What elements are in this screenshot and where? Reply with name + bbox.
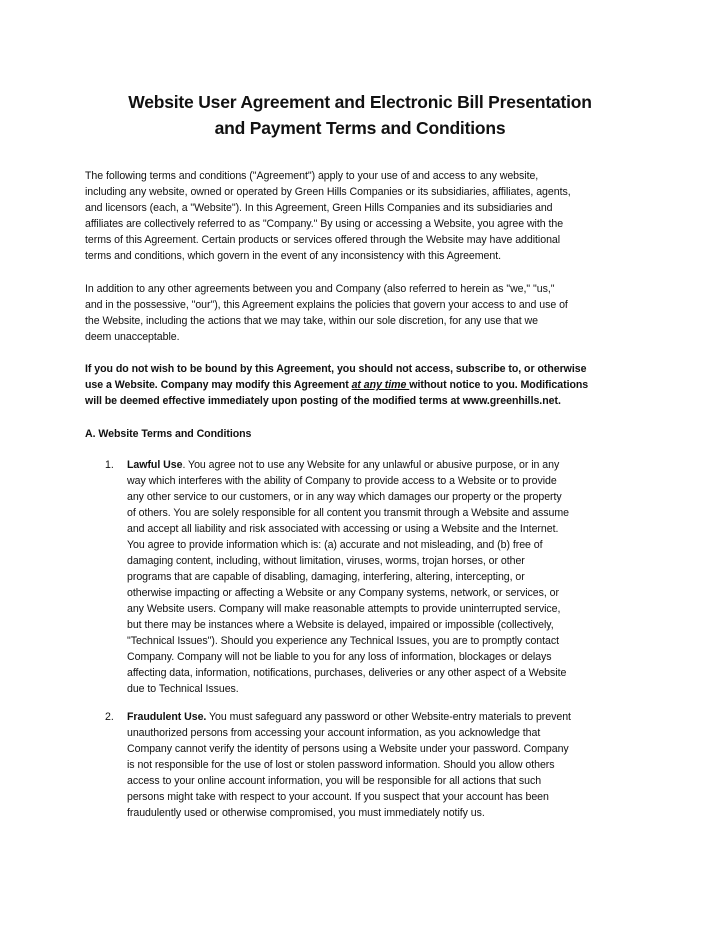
item-line: due to Technical Issues.: [127, 683, 239, 695]
item-line: access to your online account information, you will be responsible for all actions that such: [127, 775, 542, 787]
section-heading: [85, 426, 645, 442]
item-line: of others. You are solely responsible for all content you transmit through a Website and assume: [127, 507, 570, 519]
list-body: [127, 457, 647, 697]
item-heading: Fraudulent Use.: [127, 711, 207, 723]
notice-text: use a Website. Company may modify this Agreement: [85, 379, 352, 391]
section-heading-text: A. Website Terms and Conditions: [85, 428, 252, 440]
at-any-time-emphasis: at any time: [351, 379, 410, 391]
paragraph-line: In addition to any other agreements between you and Company (also referred to herein as "we," "us,": [85, 283, 555, 295]
item-line: You agree to provide information which is: (a) accurate and not misleading, and (b) free of: [127, 539, 543, 551]
paragraph-line: and licensors (each, a "Website"). In this Agreement, Green Hills Companies and its subsidiaries and: [85, 202, 553, 214]
item-line: Company. Company will not be liable to you for any loss of information, blockages or delays: [127, 651, 552, 663]
paragraph-line: including any website, owned or operated by Green Hills Companies or its subsidiaries, affiliates, agents,: [85, 186, 571, 198]
item-line: any Website users. Company will make reasonable attempts to provide uninterrupted service,: [127, 603, 561, 615]
list-number: 1.: [105, 459, 114, 471]
second-paragraph: [85, 281, 645, 345]
item-line: [127, 709, 647, 725]
item-text: You must safeguard any password or other Website-entry materials to prevent: [206, 711, 571, 723]
list-number: 2.: [105, 711, 114, 723]
item-line: fraudulently used or otherwise compromised, you must immediately notify us.: [127, 807, 485, 819]
paragraph-line: the Website, including the actions that we may take, within our sole discretion, for any use that we: [85, 315, 538, 327]
item-line: [127, 457, 647, 473]
item-line: Company cannot verify the identity of persons using a Website under your password. Company: [127, 743, 569, 755]
item-line: is not responsible for the use of lost or stolen password information. Should you allow others: [127, 759, 555, 771]
item-line: "Technical Issues"). Should you experience any Technical Issues, you are to promptly contact: [127, 635, 560, 647]
notice-line: If you do not wish to be bound by this Agreement, you should not access, subscribe to, or otherwise: [85, 363, 587, 375]
paragraph-line: deem unacceptable.: [85, 331, 180, 343]
paragraph-line: terms and conditions, which govern in the event of any inconsistency with this Agreement.: [85, 250, 501, 262]
list-body: [127, 709, 647, 821]
paragraph-line: and in the possessive, "our"), this Agreement explains the policies that govern your access to and use of: [85, 299, 568, 311]
title-line: and Payment Terms and Conditions: [214, 118, 506, 138]
paragraph-line: affiliates are collectively referred to as "Company." By using or accessing a Website, you agree with the: [85, 218, 564, 230]
item-line: otherwise impacting or affecting a Website or any Company systems, network, or services, or: [127, 587, 559, 599]
item-line: affecting data, information, notifications, purchases, deliveries or any other aspect of a Website: [127, 667, 567, 679]
notice-text: without notice to you. Modifications: [409, 379, 589, 391]
title-line: Website User Agreement and Electronic Bill Presentation: [128, 92, 592, 112]
bold-notice: [85, 361, 645, 409]
list-item-lawful-use: [85, 457, 645, 697]
intro-paragraph: [85, 168, 645, 264]
item-line: unauthorized persons from accessing your account information, as you acknowledge that: [127, 727, 541, 739]
item-line: but there may be instances where a Website is delayed, impaired or impossible (collectively,: [127, 619, 554, 631]
item-line: programs that are capable of disabling, damaging, interfering, altering, intercepting, or: [127, 571, 525, 583]
paragraph-line: The following terms and conditions ("Agreement") apply to your use of and access to any website,: [85, 170, 539, 182]
notice-line: will be deemed effective immediately upon posting of the modified terms at www.greenhills.net.: [85, 395, 561, 407]
item-heading: Lawful Use: [127, 459, 183, 471]
item-line: persons might take with respect to your account. If you suspect that your account has been: [127, 791, 549, 803]
notice-line: [85, 377, 645, 393]
paragraph-line: terms of this Agreement. Certain products or services offered through the Website may have additional: [85, 234, 561, 246]
item-line: and accept all liability and risk associated with accessing or using a Website and the Internet.: [127, 523, 559, 535]
item-text: . You agree not to use any Website for any unlawful or abusive purpose, or in any: [182, 459, 560, 471]
document-title: [84, 89, 636, 141]
item-line: any other service to our customers, or in any way which damages our property or the property: [127, 491, 562, 503]
list-item-fraudulent-use: [85, 709, 645, 821]
item-line: damaging content, including, without limitation, viruses, worms, trojan horses, or other: [127, 555, 525, 567]
item-line: way which interferes with the ability of Company to provide access to a Website or to provide: [127, 475, 557, 487]
